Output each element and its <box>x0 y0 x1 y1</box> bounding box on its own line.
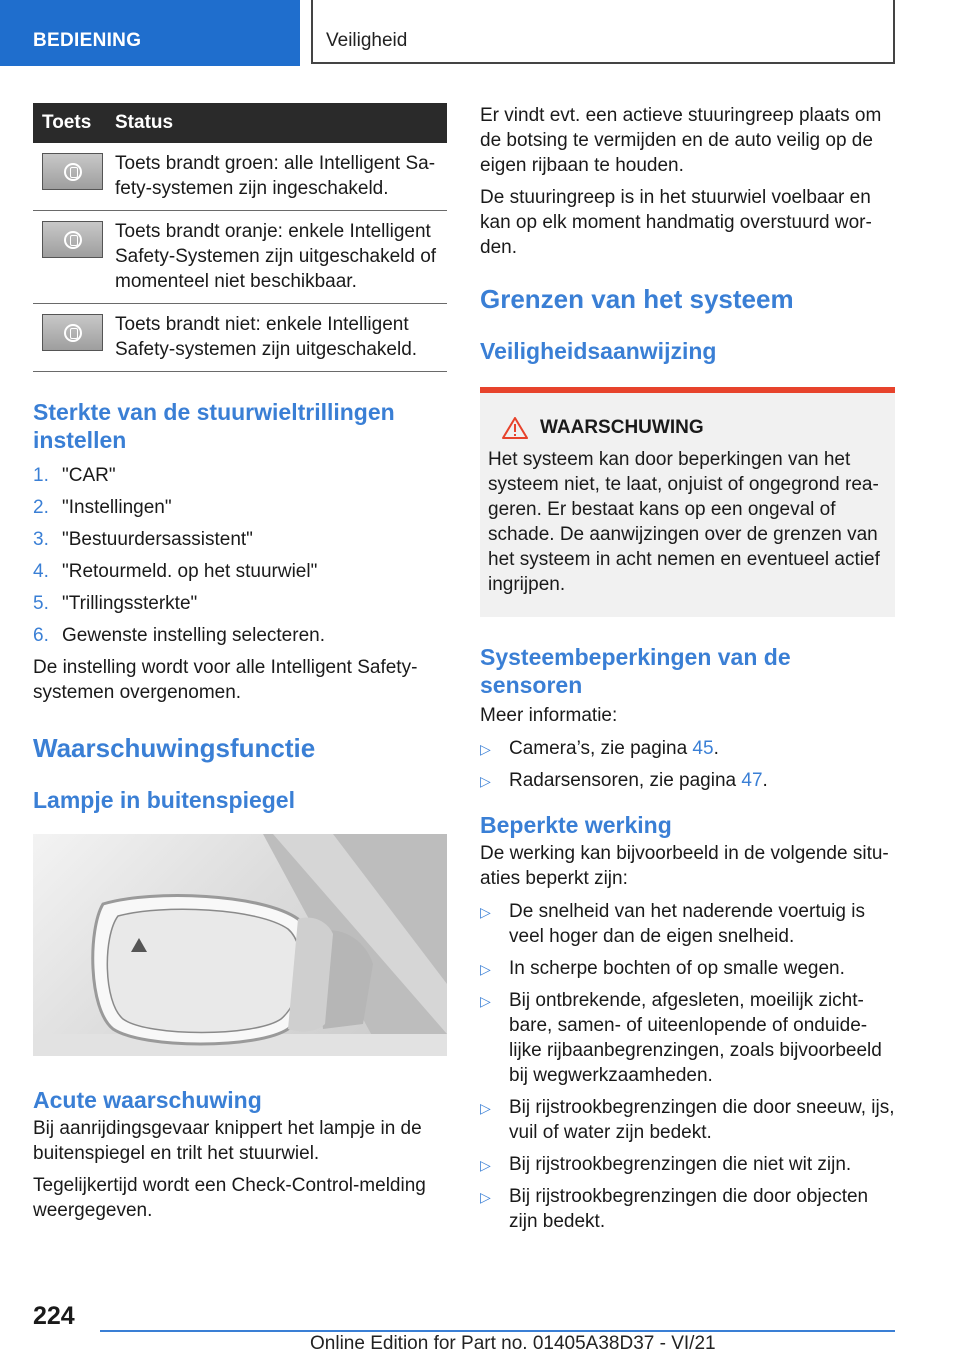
footer-divider <box>100 1330 895 1332</box>
footer-edition: Online Edition for Part no. 01405A38D37 - VI/21 <box>310 1333 716 1354</box>
list-item: ▷ In scherpe bochten of op smalle wegen. <box>480 956 895 981</box>
list-item: 3. "Bestuurdersassistent" <box>33 529 253 550</box>
intelligent-safety-button-icon <box>42 153 103 190</box>
steps-list <box>33 463 447 648</box>
table-header-status: Status <box>115 103 447 143</box>
section-title: BEDIENING <box>33 30 142 51</box>
table-cell-status: Toets brandt oranje: enkele Intelligent Safety-Systemen zijn uitgeschakeld of momenteel niet beschikbaar. <box>115 211 447 304</box>
bullet-triangle-icon: ▷ <box>480 993 491 1009</box>
sensor-list <box>480 736 895 793</box>
table-cell-status: Toets brandt groen: alle Intelligent Sa-fety-systemen zijn ingeschakeld. <box>115 143 447 211</box>
more-info-text: Meer informatie: <box>480 705 618 726</box>
table-header-toets: Toets <box>33 103 115 143</box>
list-item: ▷ Bij rijstrookbegrenzingen die door objecten zijn bedekt. <box>480 1186 869 1232</box>
table-cell-icon <box>33 304 115 372</box>
left-column <box>33 103 447 1223</box>
bullet-triangle-icon: ▷ <box>480 773 491 789</box>
intelligent-safety-button-icon <box>42 314 103 351</box>
list-item: ▷ Bij rijstrookbegrenzingen die niet wit zijn. <box>480 1152 895 1177</box>
safety-notice-heading: Veiligheidsaanwijzing <box>480 338 717 364</box>
list-item: ▷ De snelheid van het naderende voertuig is veel hoger dan de eigen snelheid. <box>480 901 865 947</box>
list-item: ▷ Bij rijstrookbegrenzingen die door sneeuw, ijs, vuil of water zijn bedekt. <box>480 1097 895 1143</box>
list-item: ▷ Bij ontbrekende, afgesleten, moeilijk zicht-bare, samen- of uiteenlopende of onduide-lijke rijbaanbegrenzingen, zoals bijvoorbeeld bij wegwerkzaamheden. <box>480 990 882 1086</box>
bullet-triangle-icon: ▷ <box>480 1100 491 1116</box>
table-cell-status: Toets brandt niet: enkele Intelligent Safety-systemen zijn uitgeschakeld. <box>115 304 447 372</box>
list-item: 1. "CAR" <box>33 465 116 486</box>
table-header-row <box>33 103 447 143</box>
section-tab <box>0 0 300 66</box>
steering-intervention-text: Er vindt evt. een actieve stuuringreep plaats om de botsing te vermijden en de auto veilig op de eigen rijbaan te houden. <box>480 105 882 176</box>
warning-title-row <box>488 417 887 439</box>
bullet-triangle-icon: ▷ <box>480 1189 491 1205</box>
steps-after-text: De instelling wordt voor alle Intelligent Safety-systemen overgenomen. <box>33 657 418 703</box>
list-item: ▷ Radarsensoren, zie pagina 47. <box>480 768 895 793</box>
acute-paragraph-1: Bij aanrijdingsgevaar knippert het lampje in de buitenspiegel en trilt het stuurwiel. <box>33 1118 422 1164</box>
warning-title: WAARSCHUWING <box>540 417 704 438</box>
vibration-heading: Sterkte van de stuurwieltrillingen instellen <box>33 399 395 453</box>
chapter-tab <box>311 0 895 64</box>
limitations-list <box>480 899 895 1234</box>
page-link-45[interactable]: 45 <box>692 738 714 759</box>
table-row <box>33 143 447 211</box>
page-link-47[interactable]: 47 <box>741 770 763 791</box>
steering-feel-text: De stuuringreep is in het stuurwiel voelbaar en kan op elk moment handmatig overstuurd wor-den. <box>480 187 872 258</box>
warning-triangle-icon <box>502 417 528 439</box>
intelligent-safety-button-icon <box>42 221 103 258</box>
right-column <box>480 103 895 1241</box>
limited-intro-text: De werking kan bijvoorbeeld in de volgende situ-aties beperkt zijn: <box>480 843 889 889</box>
bullet-triangle-icon: ▷ <box>480 904 491 920</box>
chapter-title: Veiligheid <box>326 30 408 51</box>
button-status-table <box>33 103 447 372</box>
bullet-triangle-icon: ▷ <box>480 961 491 977</box>
list-item: 6. Gewenste instelling selecteren. <box>33 625 325 646</box>
sensor-limits-heading: Systeembeperkingen van de sensoren <box>480 644 791 698</box>
acute-paragraph-2: Tegelijkertijd wordt een Check-Control-melding weergegeven. <box>33 1175 426 1221</box>
list-item: 2. "Instellingen" <box>33 497 172 518</box>
page-number: 224 <box>33 1302 75 1330</box>
table-row <box>33 304 447 372</box>
list-item: ▷ Camera’s, zie pagina 45. <box>480 736 895 761</box>
warning-text: Het systeem kan door beperkingen van het systeem niet, te laat, onjuist of ongegrond rea-geren. Er bestaat kans op een ongeval of schade. De aanwijzingen over de grenzen van het systeem in acht nemen en eventueel actief ingrijpen. <box>488 449 880 595</box>
bullet-triangle-icon: ▷ <box>480 741 491 757</box>
system-limits-heading: Grenzen van het systeem <box>480 284 794 314</box>
table-cell-icon <box>33 211 115 304</box>
list-item: 4. "Retourmeld. op het stuurwiel" <box>33 561 318 582</box>
limited-function-heading: Beperkte werking <box>480 812 672 838</box>
warning-function-heading: Waarschuwingsfunctie <box>33 733 316 763</box>
mirror-lamp-heading: Lampje in buitenspiegel <box>33 787 295 813</box>
table-cell-icon <box>33 143 115 211</box>
warning-box <box>480 387 895 617</box>
mirror-illustration <box>33 834 447 1056</box>
bullet-triangle-icon: ▷ <box>480 1157 491 1173</box>
list-item: 5. "Trillingssterkte" <box>33 593 198 614</box>
side-mirror-image <box>33 834 447 1056</box>
table-row <box>33 211 447 304</box>
acute-warning-heading: Acute waarschuwing <box>33 1087 262 1113</box>
